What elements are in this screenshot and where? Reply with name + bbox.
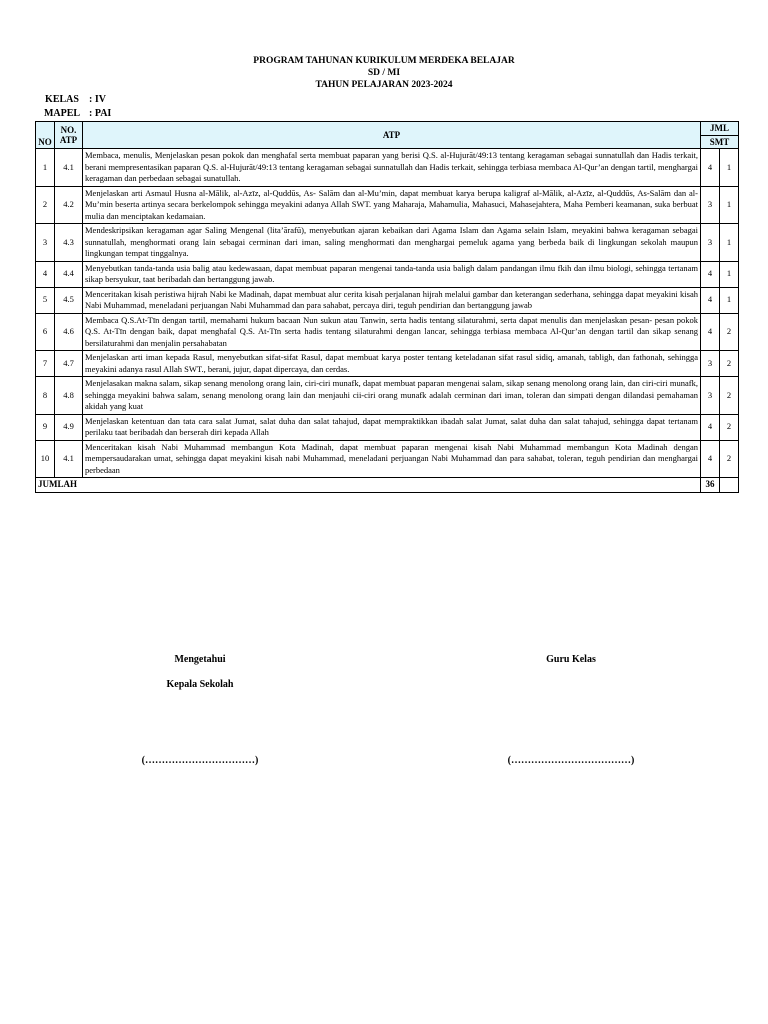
row-atp-no: 4.2 — [55, 186, 83, 224]
row-atp-description: Menjelasakan makna salam, sikap senang menolong orang lain, ciri-ciri munafk, dapat membuat paparan mengenai salam, sikap senang menolong orang lain, dan ciri-ciri munafk, sehingga meyakini bahwa salam, senang menolong orang lain dan menjauhi cii-ciri orang munafk adalah cerminan dari iman, toleran dan simpati dengan dilandasi pemahaman akidah yang kuat — [83, 377, 701, 415]
row-atp-description: Membaca, menulis, Menjelaskan pesan pokok dan menghafal serta membuat paparan yang berisi Q.S. al-Hujurāt/49:13 tentang keragaman sebagai sunnatullah dan Hadis terkait, berani mempresentasikan paparan Q.S. al-Hujurāt/49:13 tentang keragaman sebagai sunnatullah dan Hadis terkait, sehingga terbiasa membaca Al-Qur’an dengan tartil, menghargai keragaman dan perbedaan sebagai sunatullah. — [83, 149, 701, 187]
mapel-value: : PAI — [89, 108, 112, 119]
table-row — [36, 224, 739, 262]
row-smt: 1 — [720, 186, 739, 224]
table-row — [36, 377, 739, 415]
row-smt: 2 — [720, 414, 739, 440]
row-atp-description: Mendeskripsikan keragaman agar Saling Mengenal (lita’ārafū), menyebutkan ajaran kebaikan dari Agama Islam dan Agama selain Islam, meyakini bahwa keragaman sebagai sunnatullah, menghormati orang lain sebagai cerminan dari iman, saling menghormati dan menghargai pemeluk agama yang berbeda baik di lingkungan sekolah maupun lingkungan tempat tinggalnya. — [83, 224, 701, 262]
row-atp-description: Menceritakan kisah Nabi Muhammad membangun Kota Madinah, dapat membuat paparan mengenai kisah Nabi Muhammad membangun Kota Madinah dengan mempersaudarakan umat, sehingga dapat meyakini kisah nabi Muhammad, meneladani perjuangan Nabi Muhammad dan para sahabat, toleran, teguh pendirian dan menghargai perbedaan — [83, 440, 701, 478]
row-atp-description: Menyebutkan tanda-tanda usia balig atau kedewasaan, dapat membuat paparan mengenai tanda-tanda usia baligh dalam pandangan ilmu fkih dan ilmu biologi, sehingga tertanam sikap bersyukur, taat beribadah dan bertanggung jawab. — [83, 261, 701, 287]
row-jml: 3 — [701, 377, 720, 415]
col-atp-header: ATP — [83, 122, 701, 149]
row-atp-description: Membaca Q.S.At-Tīn dengan tartil, memahami hukum bacaan Nun sukun atau Tanwin, serta hadis tentang silaturahmi, serta dapat menulis dan menjelaskan pesan- pesan pokok Q.S. At-Tīn dengan baik, dapat menghafal Q.S. At-Tīn serta hadis tentang silaturahmi dengan lancar, sehingga terbiasa membaca Al-Qur’an dengan tartil dan sikap senang bersilaturahmi dan menjalin persahabatan — [83, 313, 701, 351]
row-smt: 2 — [720, 351, 739, 377]
row-no: 8 — [36, 377, 55, 415]
document-header — [0, 55, 768, 91]
row-no: 5 — [36, 287, 55, 313]
row-no: 1 — [36, 149, 55, 187]
row-smt: 1 — [720, 261, 739, 287]
row-atp-no: 4.5 — [55, 287, 83, 313]
row-jml: 4 — [701, 287, 720, 313]
row-no: 9 — [36, 414, 55, 440]
table-row — [36, 186, 739, 224]
row-no: 6 — [36, 313, 55, 351]
row-no: 2 — [36, 186, 55, 224]
row-jml: 3 — [701, 224, 720, 262]
table-row — [36, 414, 739, 440]
col-jml-header: JML — [701, 122, 739, 136]
row-atp-no: 4.6 — [55, 313, 83, 351]
row-smt: 1 — [720, 224, 739, 262]
sig-right-blank: (………………………………) — [507, 755, 635, 766]
table-row — [36, 261, 739, 287]
row-smt: 2 — [720, 313, 739, 351]
table-header-row-1 — [36, 122, 739, 136]
row-atp-description: Menjelaskan arti iman kepada Rasul, menyebutkan sifat-sifat Rasul, dapat membuat karya poster tentang keteladanan sifat rasul sidiq, amanah, tabligh, dan fathonah, sehingga meyakini adanya rasul Allah SWT., berani, jujur, dapat dipercaya, dan cerdas. — [83, 351, 701, 377]
row-jml: 4 — [701, 261, 720, 287]
row-smt: 1 — [720, 287, 739, 313]
row-jml: 4 — [701, 440, 720, 478]
row-atp-no: 4.1 — [55, 149, 83, 187]
col-no-atp-header: NO. ATP — [55, 122, 83, 149]
row-atp-no: 4.9 — [55, 414, 83, 440]
row-smt: 2 — [720, 377, 739, 415]
row-atp-description: Menjelaskan ketentuan dan tata cara salat Jumat, salat duha dan salat tahajud, dapat mempraktikkan ibadah salat Jumat, salat duha dan salat tahajud, sehingga dapat tertanam perilaku taat beribadah dan berserah diri kepada Allah — [83, 414, 701, 440]
row-no: 7 — [36, 351, 55, 377]
row-atp-description: Menceritakan kisah peristiwa hijrah Nabi ke Madinah, dapat membuat alur cerita kisah perjalanan hijrah melalui gambar dan keterangan sederhana, sehingga dapat meyakini kisah Nabi Muhammad, meneladani perjuangan Nabi Muhammad dan para sahabat, percaya diri, teguh pendirian dan bertanggung jawab — [83, 287, 701, 313]
mapel-row — [35, 108, 111, 119]
row-atp-no: 4.7 — [55, 351, 83, 377]
row-atp-no: 4.3 — [55, 224, 83, 262]
mapel-label: MAPEL — [43, 108, 81, 119]
kelas-label: KELAS — [45, 94, 79, 105]
row-atp-no: 4.8 — [55, 377, 83, 415]
kelas-value: : IV — [89, 94, 106, 105]
sig-left-line2: Kepala Sekolah — [166, 679, 234, 690]
sig-left-blank: (……………………………) — [141, 755, 259, 766]
row-no: 4 — [36, 261, 55, 287]
total-row — [36, 478, 739, 493]
row-jml: 4 — [701, 313, 720, 351]
table-row — [36, 440, 739, 478]
col-no-header: NO — [36, 122, 55, 149]
sig-left-line1: Mengetahui — [174, 654, 226, 665]
row-atp-no: 4.1 — [55, 440, 83, 478]
table-row — [36, 149, 739, 187]
table-row — [36, 351, 739, 377]
total-label: JUMLAH — [36, 478, 701, 493]
row-smt: 1 — [720, 149, 739, 187]
table-row — [36, 313, 739, 351]
atp-table — [35, 121, 739, 493]
total-value: 36 — [701, 478, 720, 493]
row-jml: 3 — [701, 351, 720, 377]
title-program: PROGRAM TAHUNAN KURIKULUM MERDEKA BELAJAR — [253, 56, 515, 66]
table-row — [36, 287, 739, 313]
atp-table-body — [36, 149, 739, 478]
title-level: SD / MI — [367, 68, 401, 78]
row-atp-description: Menjelaskan arti Asmaul Husna al-Mālik, al-Azīz, al-Quddūs, As- Salām dan al-Mu’min, dapat membuat karya berupa kaligraf al-Mālik, al-Azīz, al-Quddūs, As-Salām dan al-Mu’min beserta artinya secara berkelompok sehingga meyakini adanya Allah SWT. yang Maharaja, Mahamulia, Mahasuci, Mahasejahtera, Maha Pemberi keamanan, suka berbuat mulia dan menciptakan kedamaian. — [83, 186, 701, 224]
row-no: 3 — [36, 224, 55, 262]
row-jml: 3 — [701, 186, 720, 224]
row-atp-no: 4.4 — [55, 261, 83, 287]
row-jml: 4 — [701, 414, 720, 440]
row-jml: 4 — [701, 149, 720, 187]
col-smt-header: SMT — [701, 135, 739, 149]
kelas-row — [35, 94, 106, 105]
total-empty-cell — [720, 478, 739, 493]
sig-right-line1: Guru Kelas — [546, 654, 596, 665]
row-smt: 2 — [720, 440, 739, 478]
title-year: TAHUN PELAJARAN 2023-2024 — [315, 80, 453, 90]
row-no: 10 — [36, 440, 55, 478]
